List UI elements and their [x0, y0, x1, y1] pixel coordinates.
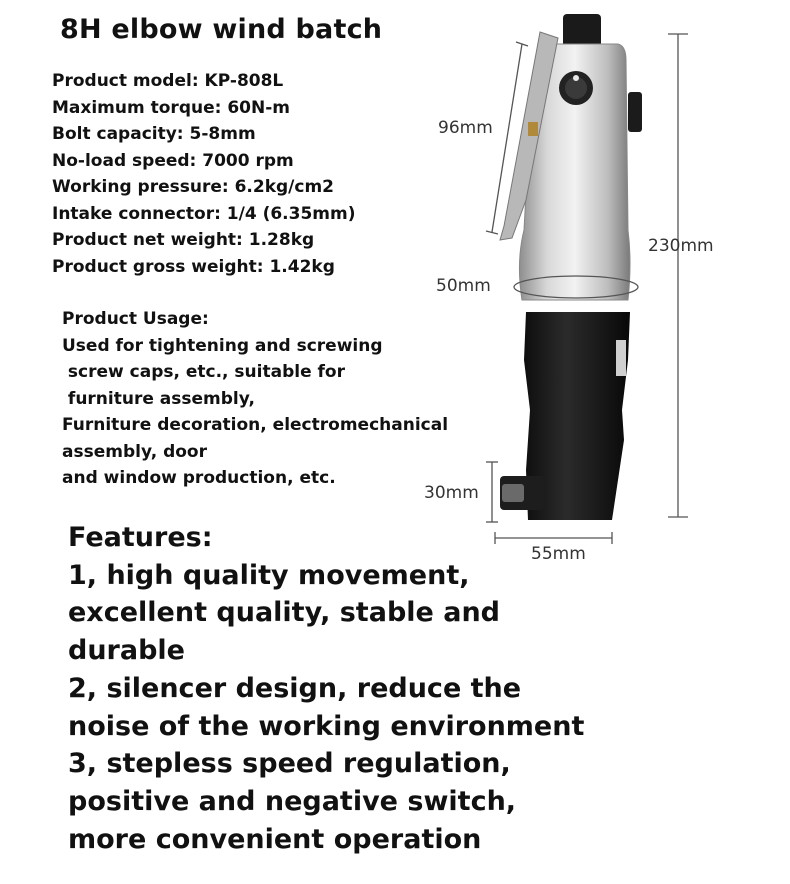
usage-line: Used for tightening and screwing [62, 335, 383, 356]
direction-switch [628, 92, 642, 132]
dim-label-50: 50mm [436, 276, 491, 296]
feature-line: positive and negative switch, [68, 785, 517, 817]
usage-line: Furniture decoration, electromechanical [62, 415, 449, 435]
spec-speed: No-load speed: 7000 rpm [52, 150, 294, 171]
feature-line: more convenient operation [68, 823, 482, 855]
top-cap [563, 14, 601, 48]
spec-model: Product model: KP-808L [52, 71, 284, 91]
usage-line: furniture assembly, [62, 388, 255, 409]
spec-net-weight: Product net weight: 1.28kg [52, 230, 315, 250]
feature-line: 3, stepless speed regulation, [68, 748, 511, 780]
usage-line: and window production, etc. [62, 468, 336, 488]
spec-bolt-capacity: Bolt capacity: 5-8mm [52, 124, 256, 144]
spec-pressure: Working pressure: 6.2kg/cm2 [52, 177, 335, 197]
dim-label-55: 55mm [531, 544, 586, 564]
feature-line: 1, high quality movement, [68, 559, 470, 591]
feature-line: durable [68, 635, 185, 667]
dim-label-230: 230mm [648, 236, 714, 256]
output-socket [502, 484, 524, 502]
spec-intake: Intake connector: 1/4 (6.35mm) [52, 203, 356, 224]
feature-line: 2, silencer design, reduce the [68, 672, 522, 704]
feature-line: noise of the working environment [68, 710, 585, 742]
brass-fitting [528, 122, 538, 136]
usage-heading: Product Usage: [62, 309, 209, 329]
spec-torque: Maximum torque: 60N-m [52, 97, 290, 118]
label-sticker [616, 340, 626, 376]
feature-line: excellent quality, stable and [68, 597, 500, 629]
dim-label-96: 96mm [438, 118, 493, 138]
product-title: 8H elbow wind batch [60, 14, 383, 45]
usage-line: assembly, door [62, 441, 207, 462]
dim-label-30: 30mm [424, 483, 479, 503]
features-heading: Features: [68, 522, 213, 553]
spec-gross-weight: Product gross weight: 1.42kg [52, 256, 335, 277]
usage-line: screw caps, etc., suitable for [62, 362, 345, 382]
